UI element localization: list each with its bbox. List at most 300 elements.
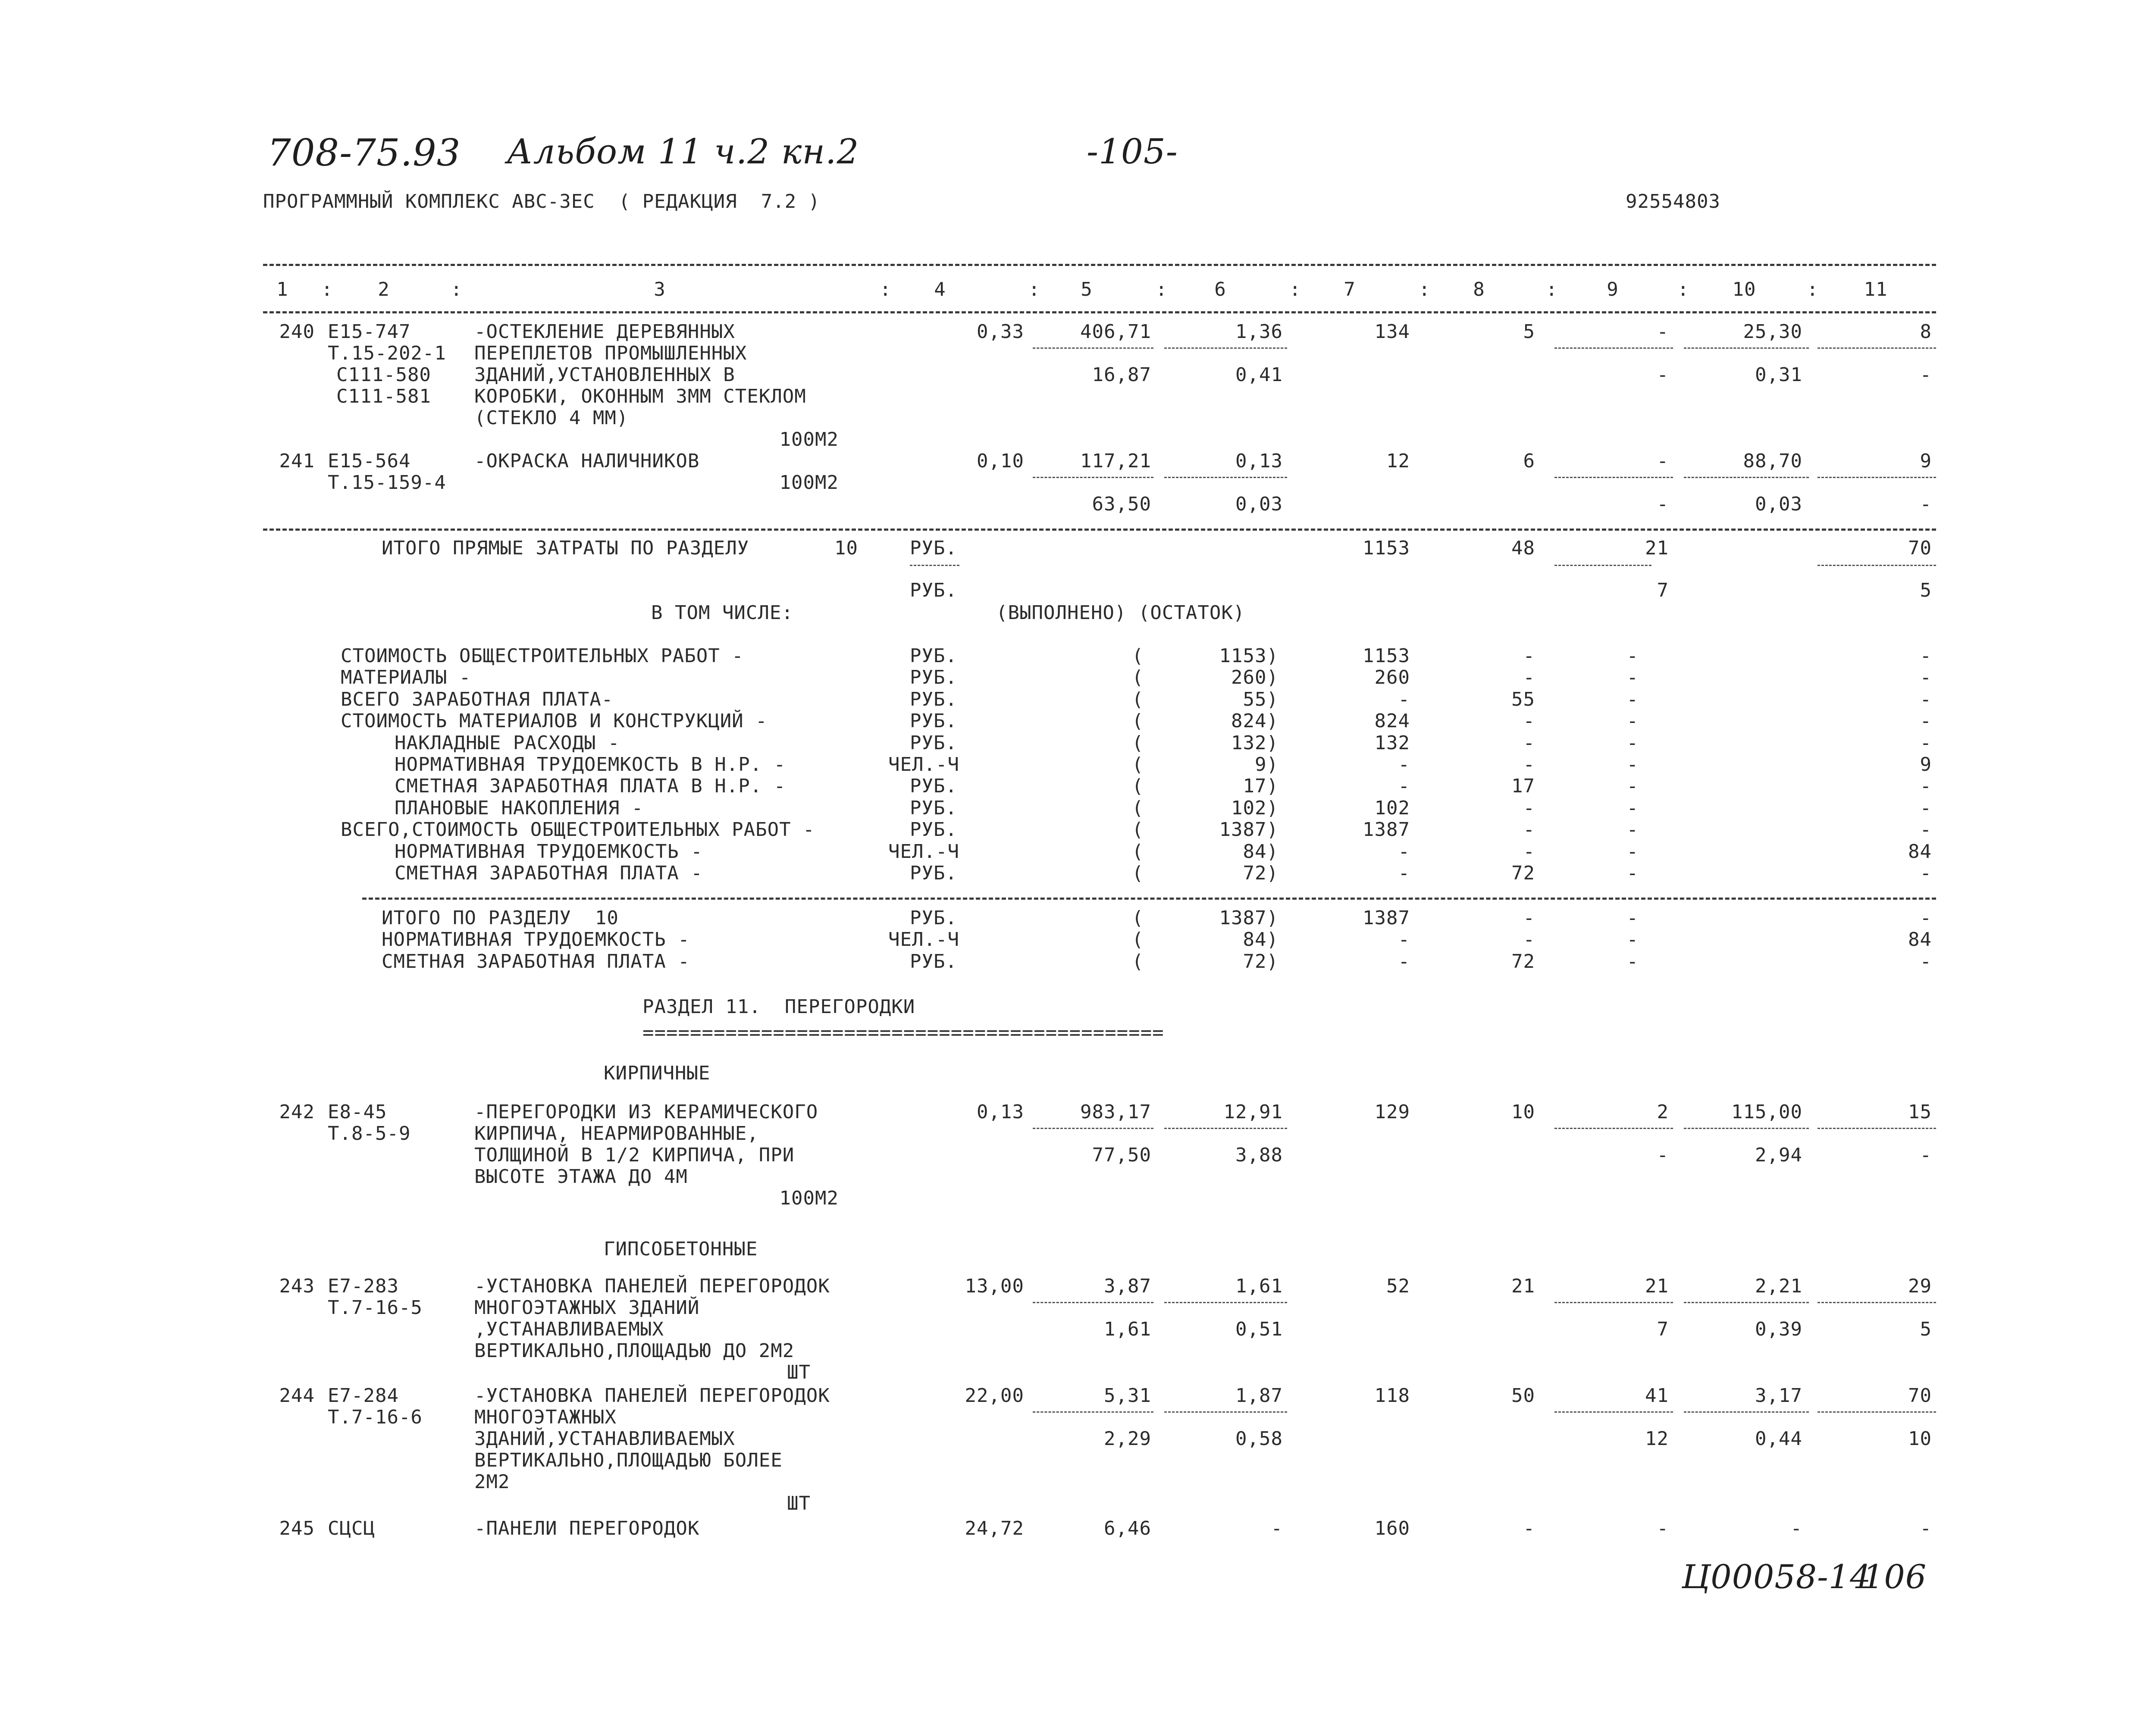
breakdown-col-8: -: [1523, 666, 1535, 688]
breakdown-col-8: 55: [1511, 688, 1535, 710]
unit-rule: [910, 565, 959, 566]
breakdown-col-7: 260: [1374, 666, 1410, 688]
item-unit: 100М2: [779, 472, 839, 494]
breakdown-label: ПЛАНОВЫЕ НАКОПЛЕНИЯ -: [395, 797, 644, 819]
col-10-value: 25,30: [1743, 321, 1802, 343]
item-description: ТОЛЩИНОЙ В 1/2 КИРПИЧА, ПРИ: [474, 1144, 795, 1166]
subtotal-rule: [1554, 347, 1673, 349]
subtotal-rule: [1033, 477, 1153, 478]
col-5-value: 6,46: [1104, 1517, 1151, 1539]
item-code: Е8-45: [328, 1101, 387, 1123]
col-9-secondary: 12: [1645, 1428, 1669, 1450]
direct-costs-unit-2: РУБ.: [910, 579, 957, 601]
col-10-secondary: 0,03: [1755, 493, 1802, 515]
breakdown-unit: РУБ.: [910, 645, 957, 667]
column-separator: :: [1419, 278, 1431, 300]
col-10-value: 88,70: [1743, 450, 1802, 472]
subtotal-rule: [1164, 1411, 1287, 1413]
section-total-col-8: -: [1523, 907, 1535, 929]
item-description: 2М2: [474, 1471, 510, 1493]
col-8-value: 50: [1511, 1385, 1535, 1407]
paren-open: (: [1132, 732, 1144, 754]
column-header-7: 7: [1344, 278, 1356, 300]
breakdown-label: СТОИМОСТЬ МАТЕРИАЛОВ И КОНСТРУКЦИЙ -: [341, 710, 768, 732]
item-code: Т.15-202-1: [328, 342, 446, 364]
item-unit: ШТ: [787, 1492, 811, 1514]
breakdown-col-7: -: [1398, 841, 1410, 863]
section-total-col-9: -: [1626, 907, 1639, 929]
direct-costs-section: 10: [834, 537, 858, 559]
breakdown-unit: РУБ.: [910, 775, 957, 797]
subtotal-rule: [1554, 565, 1651, 566]
subtotal-rule: [1684, 1411, 1809, 1413]
breakdown-col-11: -: [1920, 710, 1932, 732]
breakdown-col-9: -: [1626, 710, 1639, 732]
breakdown-col-9: -: [1626, 688, 1639, 710]
item-description: ВЕРТИКАЛЬНО,ПЛОЩАДЬЮ ДО 2М2: [474, 1340, 795, 1362]
breakdown-col-11: -: [1920, 819, 1932, 841]
breakdown-col-9: -: [1626, 775, 1639, 797]
column-header-1: 1: [276, 278, 288, 300]
section-total-label: ИТОГО ПО РАЗДЕЛУ 10: [382, 907, 619, 929]
header-top-rule: [263, 264, 1936, 266]
in-total-label: В ТОМ ЧИСЛЕ:: [651, 602, 793, 624]
item-description: (СТЕКЛО 4 ММ): [474, 407, 629, 429]
col-5-value: 5,31: [1104, 1385, 1151, 1407]
col-11-secondary: -: [1920, 364, 1932, 386]
breakdown-col-9: -: [1626, 666, 1639, 688]
col-6-secondary: 0,58: [1235, 1428, 1283, 1450]
paren-open: (: [1132, 688, 1144, 710]
section-total-unit: РУБ.: [910, 907, 957, 929]
item-number: 240: [279, 321, 315, 343]
breakdown-col-7: 824: [1374, 710, 1410, 732]
col-9-value: -: [1657, 1517, 1669, 1539]
col-7-value: 52: [1386, 1275, 1410, 1297]
direct-col-9: 21: [1645, 537, 1669, 559]
handwritten-footer-page: 106: [1863, 1558, 1927, 1596]
item-description: МНОГОЭТАЖНЫХ ЗДАНИЙ: [474, 1297, 700, 1319]
direct-costs-label: ИТОГО ПРЯМЫЕ ЗАТРАТЫ ПО РАЗДЕЛУ: [382, 537, 749, 559]
item-code: С111-580: [336, 364, 431, 386]
column-header-10: 10: [1732, 278, 1756, 300]
subtotal-rule: [1164, 1302, 1287, 1303]
paren-open: (: [1132, 951, 1144, 973]
item-unit: ШТ: [787, 1361, 811, 1383]
paren-open: (: [1132, 797, 1144, 819]
column-separator: :: [1677, 278, 1689, 300]
subtotal-rule: [1033, 1302, 1153, 1303]
subtotal-rule: [1818, 347, 1936, 349]
item-description: МНОГОЭТАЖНЫХ: [474, 1406, 617, 1428]
section-11-title: РАЗДЕЛ 11. ПЕРЕГОРОДКИ: [642, 996, 915, 1018]
col-6-secondary: 0,03: [1235, 493, 1283, 515]
col-5-value: 983,17: [1080, 1101, 1151, 1123]
col-6-value: 1,87: [1235, 1385, 1283, 1407]
item-number: 241: [279, 450, 315, 472]
col-6-value: 12,91: [1223, 1101, 1283, 1123]
breakdown-done-value: 132): [1231, 732, 1279, 754]
item-number: 242: [279, 1101, 315, 1123]
breakdown-done-value: 17): [1243, 775, 1279, 797]
breakdown-col-7: -: [1398, 754, 1410, 776]
col-5-value: 117,21: [1080, 450, 1151, 472]
section-total-unit: РУБ.: [910, 951, 957, 973]
item-code: Т.8-5-9: [328, 1123, 411, 1145]
breakdown-col-11: -: [1920, 688, 1932, 710]
paren-open: (: [1132, 645, 1144, 667]
item-description: ВЕРТИКАЛЬНО,ПЛОЩАДЬЮ БОЛЕЕ: [474, 1449, 783, 1471]
item-code: С111-581: [336, 385, 431, 407]
breakdown-col-7: -: [1398, 775, 1410, 797]
direct-costs-unit: РУБ.: [910, 537, 957, 559]
paren-open: (: [1132, 907, 1144, 929]
col-8-value: 21: [1511, 1275, 1535, 1297]
section-total-label: СМЕТНАЯ ЗАРАБОТНАЯ ПЛАТА -: [382, 951, 690, 973]
col-10-value: -: [1790, 1517, 1802, 1539]
breakdown-col-8: -: [1523, 841, 1535, 863]
column-header-4: 4: [934, 278, 946, 300]
col-11-value: 29: [1908, 1275, 1932, 1297]
column-separator: :: [321, 278, 333, 300]
item-description: -ПАНЕЛИ ПЕРЕГОРОДОК: [474, 1517, 700, 1539]
subtotal-rule: [1818, 1411, 1936, 1413]
paren-open: (: [1132, 775, 1144, 797]
document-code: 92554803: [1626, 191, 1720, 213]
breakdown-col-9: -: [1626, 819, 1639, 841]
subtotal-rule: [1818, 1302, 1936, 1303]
section-total-col-8: 72: [1511, 951, 1535, 973]
section-total-done-value: 84): [1243, 929, 1279, 951]
item-code: Е15-747: [328, 321, 411, 343]
subtotal-rule: [1164, 1128, 1287, 1129]
item-description: ПЕРЕПЛЕТОВ ПРОМЫШЛЕННЫХ: [474, 342, 747, 364]
direct-col-7: 1153: [1363, 537, 1410, 559]
item-description: КИРПИЧА, НЕАРМИРОВАННЫЕ,: [474, 1123, 759, 1145]
section-total-unit: ЧЕЛ.-Ч: [888, 929, 959, 951]
subtotal-rule: [1164, 347, 1287, 349]
col-8-value: -: [1523, 1517, 1535, 1539]
breakdown-col-9: -: [1626, 645, 1639, 667]
col-11-secondary: 10: [1908, 1428, 1932, 1450]
breakdown-col-7: 132: [1374, 732, 1410, 754]
breakdown-done-value: 260): [1231, 666, 1279, 688]
breakdown-unit: РУБ.: [910, 688, 957, 710]
item-code: Е7-283: [328, 1275, 399, 1297]
col-11-value: 8: [1920, 321, 1932, 343]
section-total-col-7: 1387: [1363, 907, 1410, 929]
col-8-value: 10: [1511, 1101, 1535, 1123]
subtotal-rule: [1033, 347, 1153, 349]
breakdown-col-11: -: [1920, 797, 1932, 819]
breakdown-col-7: -: [1398, 688, 1410, 710]
breakdown-label: СТОИМОСТЬ ОБЩЕСТРОИТЕЛЬНЫХ РАБОТ -: [341, 645, 744, 667]
breakdown-col-9: -: [1626, 841, 1639, 863]
item-quantity: 0,33: [977, 321, 1024, 343]
col-7-value: 118: [1374, 1385, 1410, 1407]
breakdown-col-11: -: [1920, 775, 1932, 797]
subsection-brick: КИРПИЧНЫЕ: [604, 1062, 711, 1084]
breakdown-label: НАКЛАДНЫЕ РАСХОДЫ -: [395, 732, 620, 754]
item-description: -ПЕРЕГОРОДКИ ИЗ КЕРАМИЧЕСКОГО: [474, 1101, 818, 1123]
col-11-secondary: -: [1920, 1144, 1932, 1166]
breakdown-done-value: 55): [1243, 688, 1279, 710]
section-total-col-7: -: [1398, 951, 1410, 973]
item-number: 243: [279, 1275, 315, 1297]
breakdown-done-value: 72): [1243, 862, 1279, 884]
breakdown-col-8: -: [1523, 645, 1535, 667]
col-11-value: 15: [1908, 1101, 1932, 1123]
breakdown-label: НОРМАТИВНАЯ ТРУДОЕМКОСТЬ -: [395, 841, 703, 863]
col-6-value: 1,61: [1235, 1275, 1283, 1297]
item-quantity: 0,13: [977, 1101, 1024, 1123]
col-5-value: 3,87: [1104, 1275, 1151, 1297]
breakdown-col-8: 72: [1511, 862, 1535, 884]
subtotal-rule: [1684, 1128, 1809, 1129]
item-quantity: 0,10: [977, 450, 1024, 472]
direct-col-11-secondary: 5: [1920, 579, 1932, 601]
breakdown-unit: ЧЕЛ.-Ч: [888, 841, 959, 863]
handwritten-doc-number: 708-75.93: [267, 131, 461, 175]
breakdown-col-9: -: [1626, 754, 1639, 776]
col-5-value: 406,71: [1080, 321, 1151, 343]
breakdown-col-7: 1153: [1363, 645, 1410, 667]
subtotal-rule: [1033, 1411, 1153, 1413]
breakdown-unit: РУБ.: [910, 710, 957, 732]
item-code: Т.7-16-5: [328, 1297, 423, 1319]
item-quantity: 24,72: [965, 1517, 1024, 1539]
item-description: КОРОБКИ, ОКОННЫМ 3ММ СТЕКЛОМ: [474, 385, 806, 407]
col-6-secondary: 0,51: [1235, 1318, 1283, 1340]
subtotal-rule: [1684, 477, 1809, 478]
col-7-value: 129: [1374, 1101, 1410, 1123]
handwritten-album-label: Альбом 11 ч.2 кн.2: [507, 131, 859, 172]
col-7-value: 12: [1386, 450, 1410, 472]
col-8-value: 5: [1523, 321, 1535, 343]
header-bottom-rule: [263, 311, 1936, 313]
column-header-3: 3: [654, 278, 666, 300]
col-10-secondary: 0,39: [1755, 1318, 1802, 1340]
breakdown-col-8: -: [1523, 754, 1535, 776]
col-11-value: 9: [1920, 450, 1932, 472]
subtotal-rule: [1684, 347, 1809, 349]
item-description: -ОСТЕКЛЕНИЕ ДЕРЕВЯННЫХ: [474, 321, 735, 343]
breakdown-col-7: 1387: [1363, 819, 1410, 841]
col-7-value: 160: [1374, 1517, 1410, 1539]
item-quantity: 22,00: [965, 1385, 1024, 1407]
subtotal-rule: [1818, 565, 1936, 566]
column-header-8: 8: [1473, 278, 1485, 300]
column-separator: :: [1546, 278, 1558, 300]
subsection-gypsum: ГИПСОБЕТОННЫЕ: [604, 1238, 758, 1260]
column-separator: :: [1028, 278, 1040, 300]
paren-open: (: [1132, 754, 1144, 776]
col-9-value: 2: [1657, 1101, 1669, 1123]
col-9-secondary: -: [1657, 493, 1669, 515]
col-9-value: 41: [1645, 1385, 1669, 1407]
item-code: Е15-564: [328, 450, 411, 472]
item-description: -УСТАНОВКА ПАНЕЛЕЙ ПЕРЕГОРОДОК: [474, 1385, 830, 1407]
item-unit: 100М2: [779, 1187, 839, 1209]
col-10-value: 3,17: [1755, 1385, 1802, 1407]
direct-col-9-secondary: 7: [1657, 579, 1669, 601]
section-total-label: НОРМАТИВНАЯ ТРУДОЕМКОСТЬ -: [382, 929, 690, 951]
breakdown-label: ВСЕГО,СТОИМОСТЬ ОБЩЕСТРОИТЕЛЬНЫХ РАБОТ -: [341, 819, 815, 841]
breakdown-label: МАТЕРИАЛЫ -: [341, 666, 471, 688]
col-5-secondary: 63,50: [1092, 493, 1151, 515]
col-5-secondary: 77,50: [1092, 1144, 1151, 1166]
handwritten-footer-code: Ц00058-14: [1682, 1558, 1871, 1596]
item-number: 245: [279, 1517, 315, 1539]
breakdown-col-11: -: [1920, 732, 1932, 754]
breakdown-col-11: -: [1920, 666, 1932, 688]
section-total-col-11: 84: [1908, 929, 1932, 951]
col-11-value: 70: [1908, 1385, 1932, 1407]
section-total-col-9: -: [1626, 929, 1639, 951]
breakdown-done-value: 84): [1243, 841, 1279, 863]
breakdown-done-value: 102): [1231, 797, 1279, 819]
column-header-5: 5: [1081, 278, 1093, 300]
column-header-2: 2: [378, 278, 390, 300]
col-6-value: -: [1271, 1517, 1283, 1539]
breakdown-col-9: -: [1626, 797, 1639, 819]
subtotal-rule: [1554, 477, 1673, 478]
breakdown-label: НОРМАТИВНАЯ ТРУДОЕМКОСТЬ В Н.Р. -: [395, 754, 786, 776]
col-10-value: 2,21: [1755, 1275, 1802, 1297]
subtotal-rule: [1164, 477, 1287, 478]
col-6-value: 0,13: [1235, 450, 1283, 472]
item-description: -ОКРАСКА НАЛИЧНИКОВ: [474, 450, 700, 472]
col-6-value: 1,36: [1235, 321, 1283, 343]
col-9-value: -: [1657, 450, 1669, 472]
col-10-secondary: 0,31: [1755, 364, 1802, 386]
direct-col-11: 70: [1908, 537, 1932, 559]
breakdown-done-value: 824): [1231, 710, 1279, 732]
handwritten-page-number: -105-: [1087, 131, 1178, 172]
section-total-col-7: -: [1398, 929, 1410, 951]
column-separator: :: [1289, 278, 1301, 300]
col-9-value: -: [1657, 321, 1669, 343]
col-9-secondary: -: [1657, 364, 1669, 386]
section-total-col-11: -: [1920, 951, 1932, 973]
column-separator: :: [451, 278, 463, 300]
section-total-done-value: 72): [1243, 951, 1279, 973]
breakdown-done-value: 1153): [1219, 645, 1279, 667]
item-description: -УСТАНОВКА ПАНЕЛЕЙ ПЕРЕГОРОДОК: [474, 1275, 830, 1297]
breakdown-col-8: -: [1523, 797, 1535, 819]
breakdown-done-value: 9): [1255, 754, 1279, 776]
col-5-secondary: 2,29: [1104, 1428, 1151, 1450]
breakdown-unit: РУБ.: [910, 819, 957, 841]
col-8-value: 6: [1523, 450, 1535, 472]
breakdown-col-8: -: [1523, 819, 1535, 841]
column-header-6: 6: [1214, 278, 1226, 300]
col-10-secondary: 2,94: [1755, 1144, 1802, 1166]
breakdown-col-11: -: [1920, 645, 1932, 667]
col-9-value: 21: [1645, 1275, 1669, 1297]
section-total-done-value: 1387): [1219, 907, 1279, 929]
breakdown-col-7: 102: [1374, 797, 1410, 819]
item-number: 244: [279, 1385, 315, 1407]
breakdown-unit: РУБ.: [910, 797, 957, 819]
subtotal-rule: [1033, 1128, 1153, 1129]
done-rest-label: (ВЫПОЛНЕНО) (ОСТАТОК): [996, 602, 1245, 624]
column-header-9: 9: [1607, 278, 1619, 300]
col-5-secondary: 1,61: [1104, 1318, 1151, 1340]
subtotal-rule: [1818, 1128, 1936, 1129]
col-5-secondary: 16,87: [1092, 364, 1151, 386]
col-10-secondary: 0,44: [1755, 1428, 1802, 1450]
program-line: ПРОГРАММНЫЙ КОМПЛЕКС АВС-3ЕС ( РЕДАКЦИЯ 7.2 ): [263, 191, 821, 213]
col-6-secondary: 0,41: [1235, 364, 1283, 386]
section-total-rule: [362, 898, 1936, 900]
paren-open: (: [1132, 666, 1144, 688]
paren-open: (: [1132, 710, 1144, 732]
breakdown-label: СМЕТНАЯ ЗАРАБОТНАЯ ПЛАТА В Н.Р. -: [395, 775, 786, 797]
item-description: ЗДАНИЙ,УСТАНОВЛЕННЫХ В: [474, 364, 735, 386]
breakdown-label: ВСЕГО ЗАРАБОТНАЯ ПЛАТА-: [341, 688, 614, 710]
item-quantity: 13,00: [965, 1275, 1024, 1297]
subtotal-rule: [1554, 1128, 1673, 1129]
col-10-value: 115,00: [1731, 1101, 1802, 1123]
breakdown-col-9: -: [1626, 862, 1639, 884]
col-11-secondary: 5: [1920, 1318, 1932, 1340]
breakdown-col-11: -: [1920, 862, 1932, 884]
item-code: СЦСЦ: [328, 1517, 375, 1539]
item-description: ЗДАНИЙ,УСТАНАВЛИВАЕМЫХ: [474, 1428, 735, 1450]
breakdown-col-11: 84: [1908, 841, 1932, 863]
subtotal-rule: [1554, 1411, 1673, 1413]
breakdown-col-9: -: [1626, 732, 1639, 754]
breakdown-unit: РУБ.: [910, 666, 957, 688]
paren-open: (: [1132, 841, 1144, 863]
section-total-col-8: -: [1523, 929, 1535, 951]
column-separator: :: [880, 278, 892, 300]
item-code: Т.15-159-4: [328, 472, 446, 494]
subtotal-rule: [1684, 1302, 1809, 1303]
paren-open: (: [1132, 929, 1144, 951]
subtotal-rule: [1554, 1302, 1673, 1303]
section-11-underline: ============================================: [642, 1023, 1164, 1042]
breakdown-col-8: 17: [1511, 775, 1535, 797]
breakdown-col-8: -: [1523, 732, 1535, 754]
item-code: Е7-284: [328, 1385, 399, 1407]
item-unit: 100М2: [779, 429, 839, 450]
col-9-secondary: 7: [1657, 1318, 1669, 1340]
col-7-value: 134: [1374, 321, 1410, 343]
column-separator: :: [1156, 278, 1168, 300]
breakdown-unit: ЧЕЛ.-Ч: [888, 754, 959, 776]
col-9-secondary: -: [1657, 1144, 1669, 1166]
breakdown-unit: РУБ.: [910, 732, 957, 754]
breakdown-unit: РУБ.: [910, 862, 957, 884]
paren-open: (: [1132, 819, 1144, 841]
direct-col-8: 48: [1511, 537, 1535, 559]
col-11-value: -: [1920, 1517, 1932, 1539]
column-header-11: 11: [1864, 278, 1888, 300]
paren-open: (: [1132, 862, 1144, 884]
col-6-secondary: 3,88: [1235, 1144, 1283, 1166]
section-total-col-11: -: [1920, 907, 1932, 929]
breakdown-col-8: -: [1523, 710, 1535, 732]
section-total-col-9: -: [1626, 951, 1639, 973]
item-description: ,УСТАНАВЛИВАЕМЫХ: [474, 1318, 664, 1340]
breakdown-col-11: 9: [1920, 754, 1932, 776]
totals-rule: [263, 529, 1936, 531]
col-11-secondary: -: [1920, 493, 1932, 515]
subtotal-rule: [1818, 477, 1936, 478]
breakdown-col-7: -: [1398, 862, 1410, 884]
